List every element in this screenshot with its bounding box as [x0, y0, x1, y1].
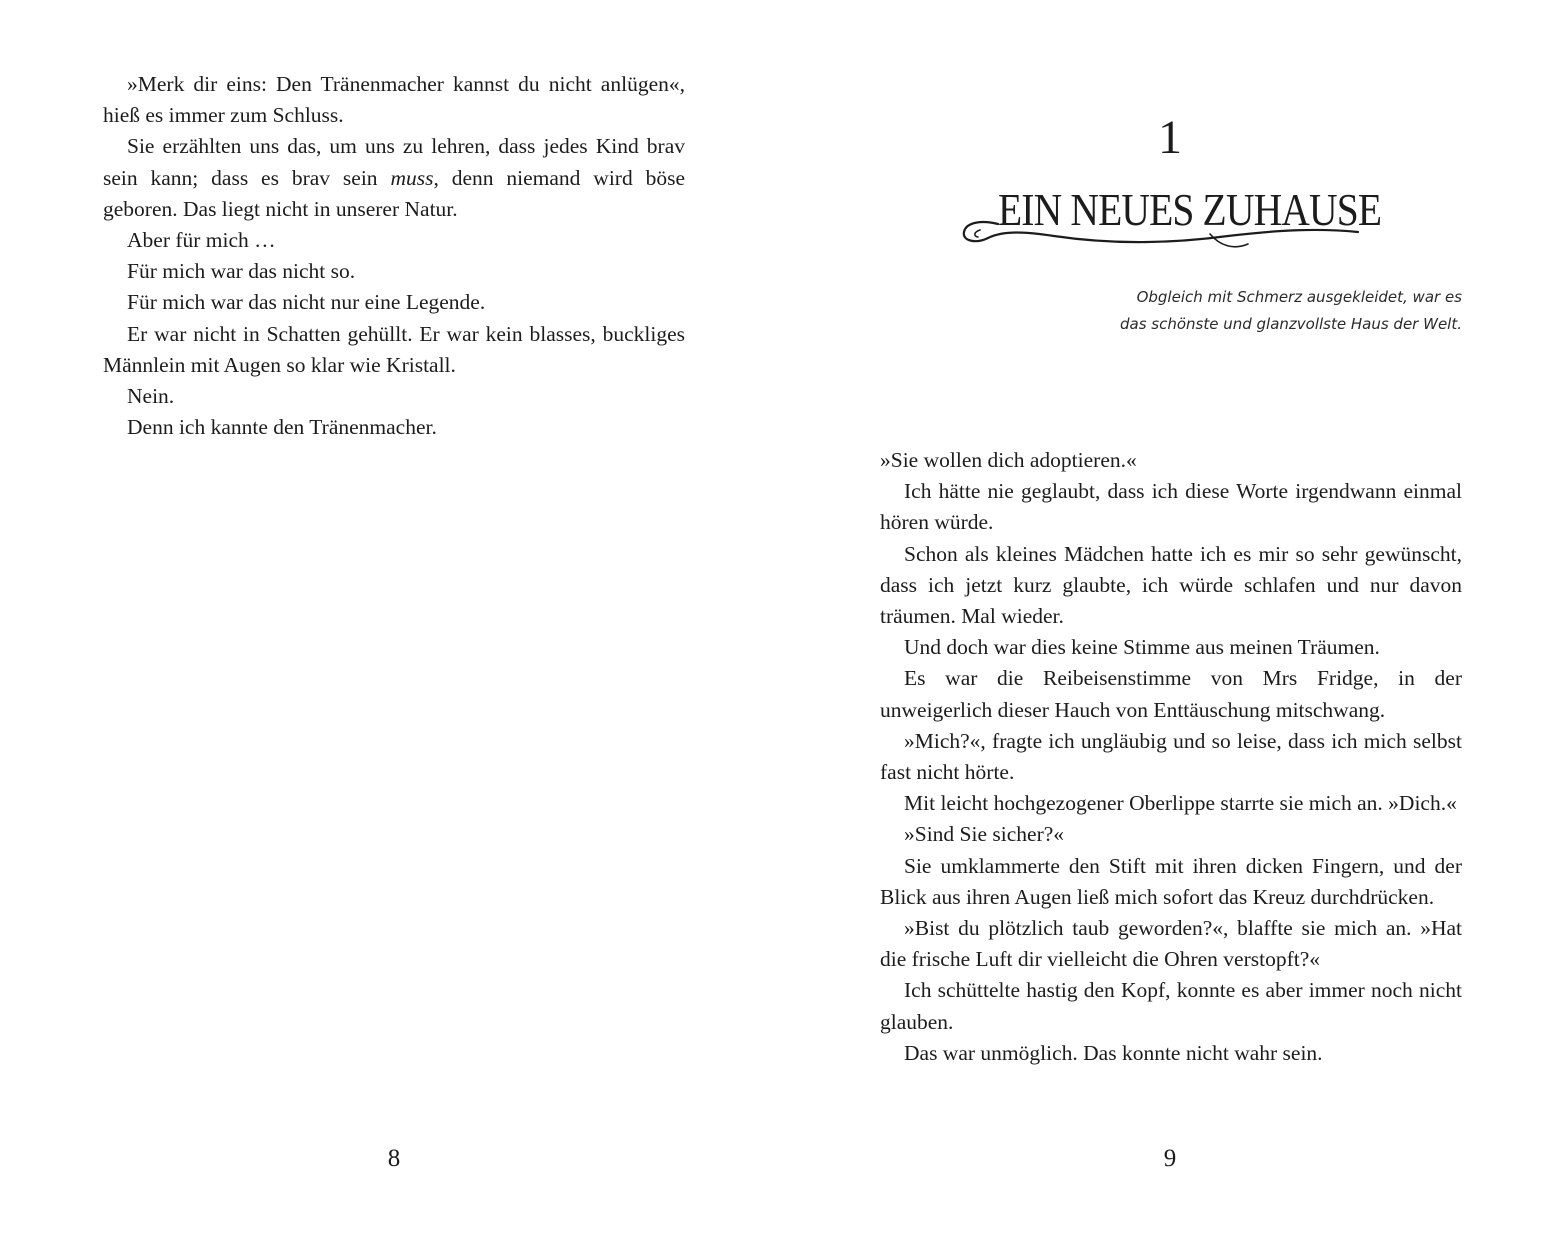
chapter-number: 1	[1158, 111, 1182, 164]
paragraph-text: Sie erzählten uns das, um uns zu lehren, dass jedes Kind brav sein kann; dass es brav sein	[103, 134, 685, 190]
right-page	[782, 0, 1564, 1246]
paragraph	[880, 663, 1462, 725]
paragraph-text: »Mich?«, fragte ich ungläubig und so leise, dass ich mich selbst fast nicht hörte.	[880, 728, 1462, 785]
paragraph-text: Er war nicht in Schatten gehüllt. Er war kein blasses, buckliges Männlein mit Augen so klar wie Kristall.	[103, 321, 685, 377]
paragraph-text: Aber für mich …	[127, 228, 276, 253]
paragraph-text: Für mich war das nicht so.	[127, 259, 356, 284]
paragraph	[880, 1038, 1462, 1069]
paragraph	[103, 256, 685, 287]
paragraph	[880, 632, 1462, 663]
paragraph	[880, 975, 1462, 1037]
page-number-right: 9	[1163, 1145, 1177, 1172]
paragraph-text: Und doch war dies keine Stimme aus meinen Träumen.	[904, 635, 1380, 660]
paragraph-text: Es war die Reibeisenstimme von Mrs Fridge, in der unweigerlich dieser Hauch von Enttäuschung mitschwang.	[880, 666, 1462, 722]
paragraph	[103, 319, 685, 381]
left-page-body	[103, 69, 685, 443]
paragraph	[880, 819, 1462, 850]
paragraph-text: »Bist du plötzlich taub geworden?«, blaffte sie mich an. »Hat die frische Luft dir vielleicht die Ohren verstopft?«	[880, 916, 1462, 972]
paragraph	[880, 476, 1462, 538]
paragraph	[880, 913, 1462, 975]
page-number-left: 8	[387, 1145, 401, 1172]
paragraph-text: »Merk dir eins: Den Tränenmacher kannst du nicht anlügen«, hieß es immer zum Schluss.	[103, 72, 685, 128]
paragraph	[103, 287, 685, 318]
paragraph	[880, 851, 1462, 913]
paragraph	[103, 225, 685, 256]
paragraph-text: Nein.	[127, 384, 175, 409]
paragraph	[880, 539, 1462, 633]
paragraph-text: Ich hätte nie geglaubt, dass ich diese Worte irgendwann einmal hören würde.	[880, 479, 1462, 535]
epigraph-line-2: das schönste und glanzvollste Haus der Welt.	[1119, 315, 1462, 333]
paragraph-text: Denn ich kannte den Tränenmacher.	[127, 415, 437, 440]
paragraph	[103, 69, 685, 131]
paragraph-text: Mit leicht hochgezogener Oberlippe starrte sie mich an. »Dich.«	[904, 791, 1457, 816]
paragraph	[103, 381, 685, 412]
paragraph	[103, 412, 685, 443]
paragraph	[880, 445, 1462, 476]
chapter-epigraph	[1082, 284, 1462, 338]
paragraph	[103, 131, 685, 225]
emphasis-text: muss	[390, 165, 434, 190]
paragraph-text: »Sie wollen dich adoptieren.«	[880, 448, 1137, 472]
paragraph-text: Schon als kleines Mädchen hatte ich es mir so sehr gewünscht, dass ich jetzt kurz glaubte, ich würde schlafen und nur davon träumen. Mal wieder.	[880, 541, 1462, 629]
paragraph-text: , denn niemand wird böse geboren. Das liegt nicht in unserer Natur.	[103, 165, 686, 221]
paragraph-text: »Sind Sie sicher?«	[904, 822, 1065, 847]
paragraph-text: Sie umklammerte den Stift mit ihren dicken Fingern, und der Blick aus ihren Augen ließ mich sofort das Kreuz durchdrücken.	[880, 853, 1462, 909]
paragraph-text: Das war unmöglich. Das konnte nicht wahr sein.	[904, 1040, 1323, 1065]
right-page-body	[880, 445, 1462, 1069]
paragraph	[880, 788, 1462, 819]
epigraph-line-1: Obgleich mit Schmerz ausgekleidet, war es	[1136, 288, 1462, 306]
paragraph	[880, 726, 1462, 788]
chapter-title: EIN NEUES ZUHAUSE	[998, 184, 1382, 235]
paragraph-text: Für mich war das nicht nur eine Legende.	[127, 290, 486, 315]
paragraph-text: Ich schüttelte hastig den Kopf, konnte es aber immer noch nicht glauben.	[880, 978, 1462, 1034]
chapter-heading	[958, 176, 1388, 256]
